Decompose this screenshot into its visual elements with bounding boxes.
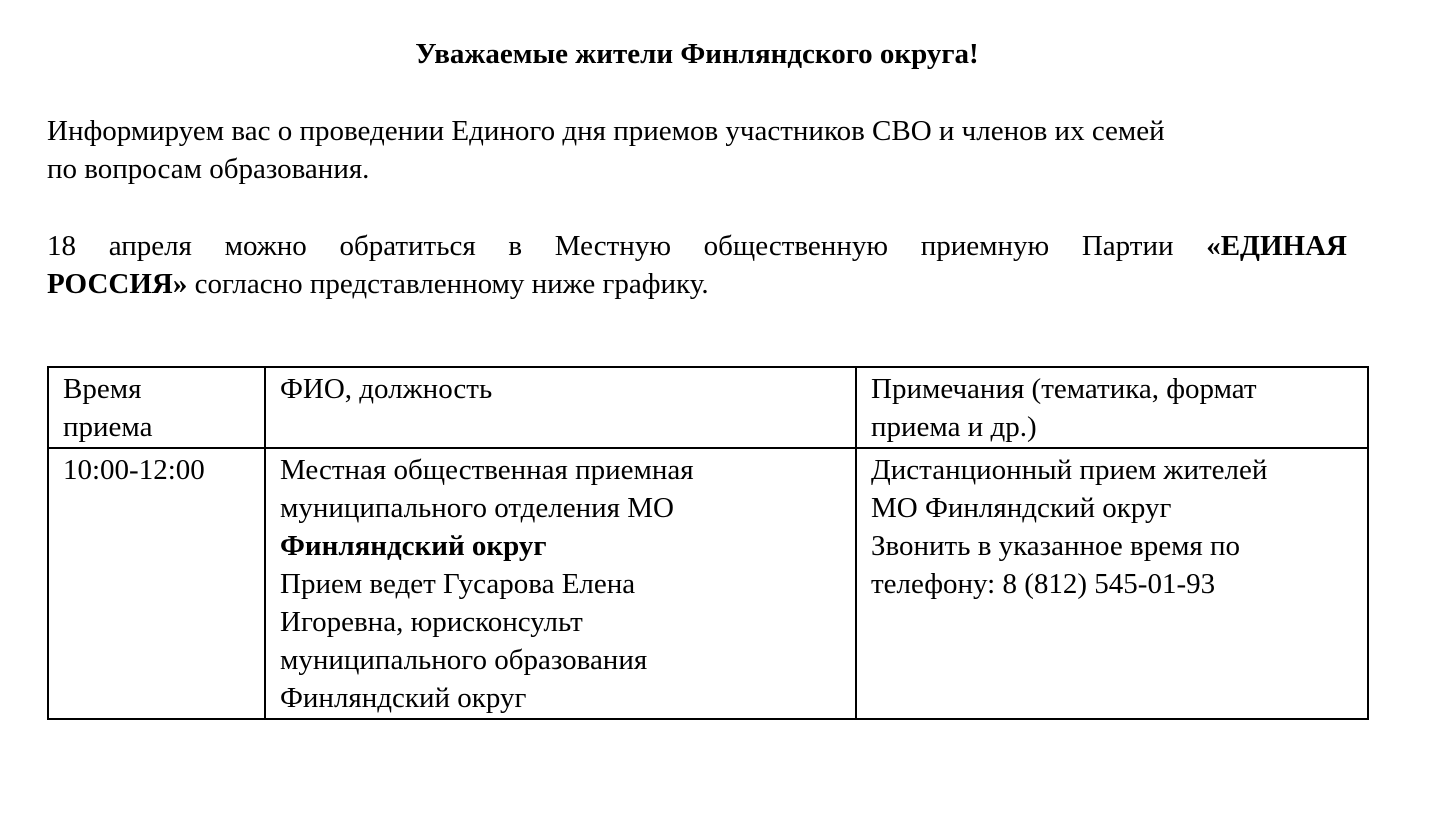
schedule-paragraph [47,227,1347,303]
header-time [48,367,265,448]
cell-notes [856,448,1368,719]
intro-line-1: Информируем вас о проведении Единого дня приемов участников СВО и членов их семей [47,115,1165,147]
header-person-line-1: ФИО, должность [280,373,493,405]
schedule-line-1-text: 18 апреля можно обратиться в Местную общественную приемную Партии [47,230,1207,262]
schedule-table [47,366,1369,720]
header-notes [856,367,1368,448]
header-notes-line-2: приема и др.) [871,411,1037,443]
schedule-line-1 [47,227,1347,265]
cell-person [265,448,856,719]
person-line-6: муниципального образования [280,644,648,676]
person-line-4: Прием ведет Гусарова Елена [280,568,636,600]
header-person [265,367,856,448]
table-header-row [48,367,1368,448]
notes-line-3: Звонить в указанное время по [871,530,1241,562]
intro-line-2: по вопросам образования. [47,153,370,185]
schedule-line-2 [47,265,1347,303]
person-line-2: муниципального отделения МО [280,492,674,524]
notes-line-4: телефону: 8 (812) 545-01-93 [871,568,1216,600]
notes-line-1: Дистанционный прием жителей [871,454,1268,486]
party-name-part-1: «ЕДИНАЯ [1206,230,1347,262]
reception-time: 10:00-12:00 [63,454,205,486]
person-line-7: Финляндский округ [280,682,527,714]
notes-line-2: МО Финляндский округ [871,492,1172,524]
person-line-1: Местная общественная приемная [280,454,694,486]
header-notes-line-1: Примечания (тематика, формат [871,373,1257,405]
header-time-line-1: Время [63,373,142,405]
cell-time [48,448,265,719]
header-time-line-2: приема [63,411,153,443]
party-name-part-2: РОССИЯ» [47,268,188,300]
person-line-5: Игоревна, юрисконсульт [280,606,583,638]
schedule-line-2-text: согласно представленному ниже графику. [187,268,709,300]
page-title: Уважаемые жители Финляндского округа! [415,38,979,70]
person-line-3: Финляндский округ [280,530,547,562]
intro-paragraph [47,112,1347,188]
table-row [48,448,1368,719]
